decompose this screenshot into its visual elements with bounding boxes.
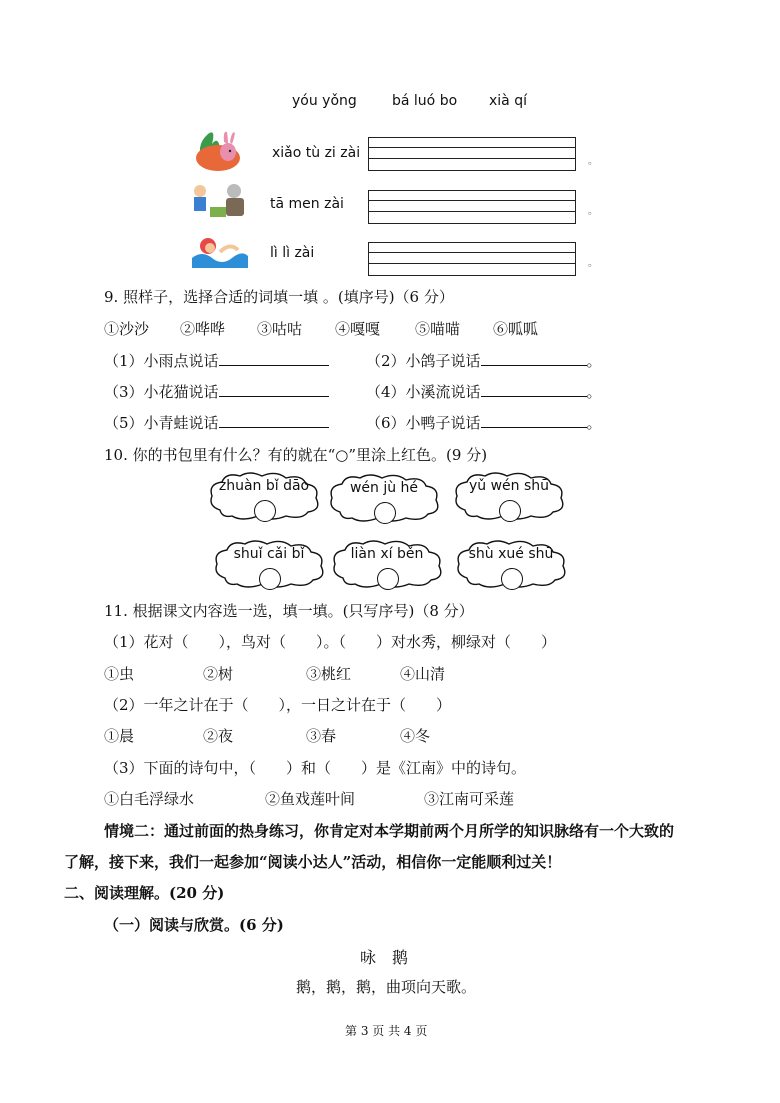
q11-p1-option: ③桃红 [306,665,352,683]
q11-p1-option: ④山清 [400,665,446,683]
cloud-pinyin: wén jù hé [349,480,419,496]
cloud-pinyin: zhuàn bǐ dāo [218,478,310,494]
q11-p3-option: ③江南可采莲 [424,790,515,808]
q11-part1: （1）花对（ ），鸟对（ ）。（ ）对水秀，柳绿对（ ） [104,633,557,651]
cloud-pinyin: shù xué shū [468,546,554,562]
color-circle[interactable] [259,568,281,590]
q9-item: （5）小青蛙说话 [104,412,329,433]
q11-p3-option: ①白毛浮绿水 [104,790,195,808]
color-circle[interactable] [374,502,396,524]
q9-title: 9. 照样子，选择合适的词填一填 。(填序号)（6 分） [104,288,454,306]
answer-blank[interactable] [481,413,587,428]
q9-option-2: ②哗哗 [180,320,226,338]
q11-p2-option: ①晨 [104,727,135,745]
q10-title: 10. 你的书包里有什么？有的就在“○”里涂上红色。(9 分) [104,446,488,464]
item-cloud [206,470,322,518]
cloud-pinyin: shuǐ cǎi bǐ [233,546,305,562]
writing-lines-1[interactable] [368,137,576,171]
answer-blank[interactable] [219,413,329,428]
q11-title: 11. 根据课文内容选一选，填一填。(只写序号)（8 分） [104,602,474,620]
page-footer: 第 3 页 共 4 页 [345,1024,428,1038]
row2-period: 。 [588,206,598,217]
q9-item: （1）小雨点说话 [104,350,329,371]
chess-players-icon [190,183,250,223]
color-circle[interactable] [499,500,521,522]
answer-blank[interactable] [481,351,587,366]
answer-blank[interactable] [481,382,587,397]
q11-p2-option: ③春 [306,727,337,745]
q11-p2-option: ④冬 [400,727,431,745]
row2-pinyin: tā men zài [270,196,344,212]
q9-option-4: ④嘎嘎 [335,320,381,338]
answer-blank[interactable] [219,351,329,366]
writing-lines-3[interactable] [368,242,576,276]
pinyin-option-chess: xià qí [489,93,527,109]
pinyin-option-swim: yóu yǒng [292,93,357,109]
cloud-pinyin: yǔ wén shū [468,478,550,494]
q11-p2-option: ②夜 [203,727,234,745]
item-cloud [326,472,442,520]
item-cloud [211,538,327,586]
pinyin-option-tug-of-war: bá luó bo [392,93,458,109]
poem-line-1: 鹅，鹅，鹅，曲项向天歌。 [296,978,477,996]
q9-option-3: ③咕咕 [257,320,303,338]
row3-period: 。 [588,258,598,269]
q9-option-6: ⑥呱呱 [493,320,539,338]
item-cloud [453,538,569,586]
section2-heading: 二、阅读理解。(20 分) [64,884,225,902]
cloud-pinyin: liàn xí běn [350,546,424,562]
swimmer-icon [190,232,250,270]
scenario-line-2: 了解，接下来，我们一起参加“阅读小达人”活动，相信你一定能顺利过关！ [64,853,562,871]
q9-item: （2）小鸽子说话 。 [366,352,602,370]
writing-lines-2[interactable] [368,190,576,224]
q9-item: （3）小花猫说话 [104,381,329,402]
scenario-line-1: 情境二：通过前面的热身练习，你肯定对本学期前两个月所学的知识脉络有一个大致的 [104,822,675,840]
q11-part2: （2）一年之计在于（ ），一日之计在于（ ） [104,696,452,714]
q9-item: （4）小溪流说话 。 [366,383,602,401]
q9-option-5: ⑤喵喵 [415,320,461,338]
section2-subheading: （一）阅读与欣赏。(6 分) [104,916,284,934]
q11-p1-option: ②树 [203,665,234,683]
q11-part3: （3）下面的诗句中，（ ）和（ ）是《江南》中的诗句。 [104,759,527,777]
q9-item: （6）小鸭子说话 。 [366,414,602,432]
item-cloud [451,470,567,518]
q11-p1-option: ①虫 [104,665,135,683]
rabbit-icon [190,126,246,176]
poem-title: 咏 鹅 [360,948,409,967]
q9-option-1: ①沙沙 [104,320,150,338]
color-circle[interactable] [254,500,276,522]
row1-period: 。 [588,156,598,167]
row3-pinyin: lì lì zài [270,245,315,261]
item-cloud [329,538,445,586]
q11-p3-option: ②鱼戏莲叶间 [265,790,356,808]
row1-pinyin: xiǎo tù zi zài [272,145,361,161]
answer-blank[interactable] [219,382,329,397]
color-circle[interactable] [501,568,523,590]
color-circle[interactable] [377,568,399,590]
